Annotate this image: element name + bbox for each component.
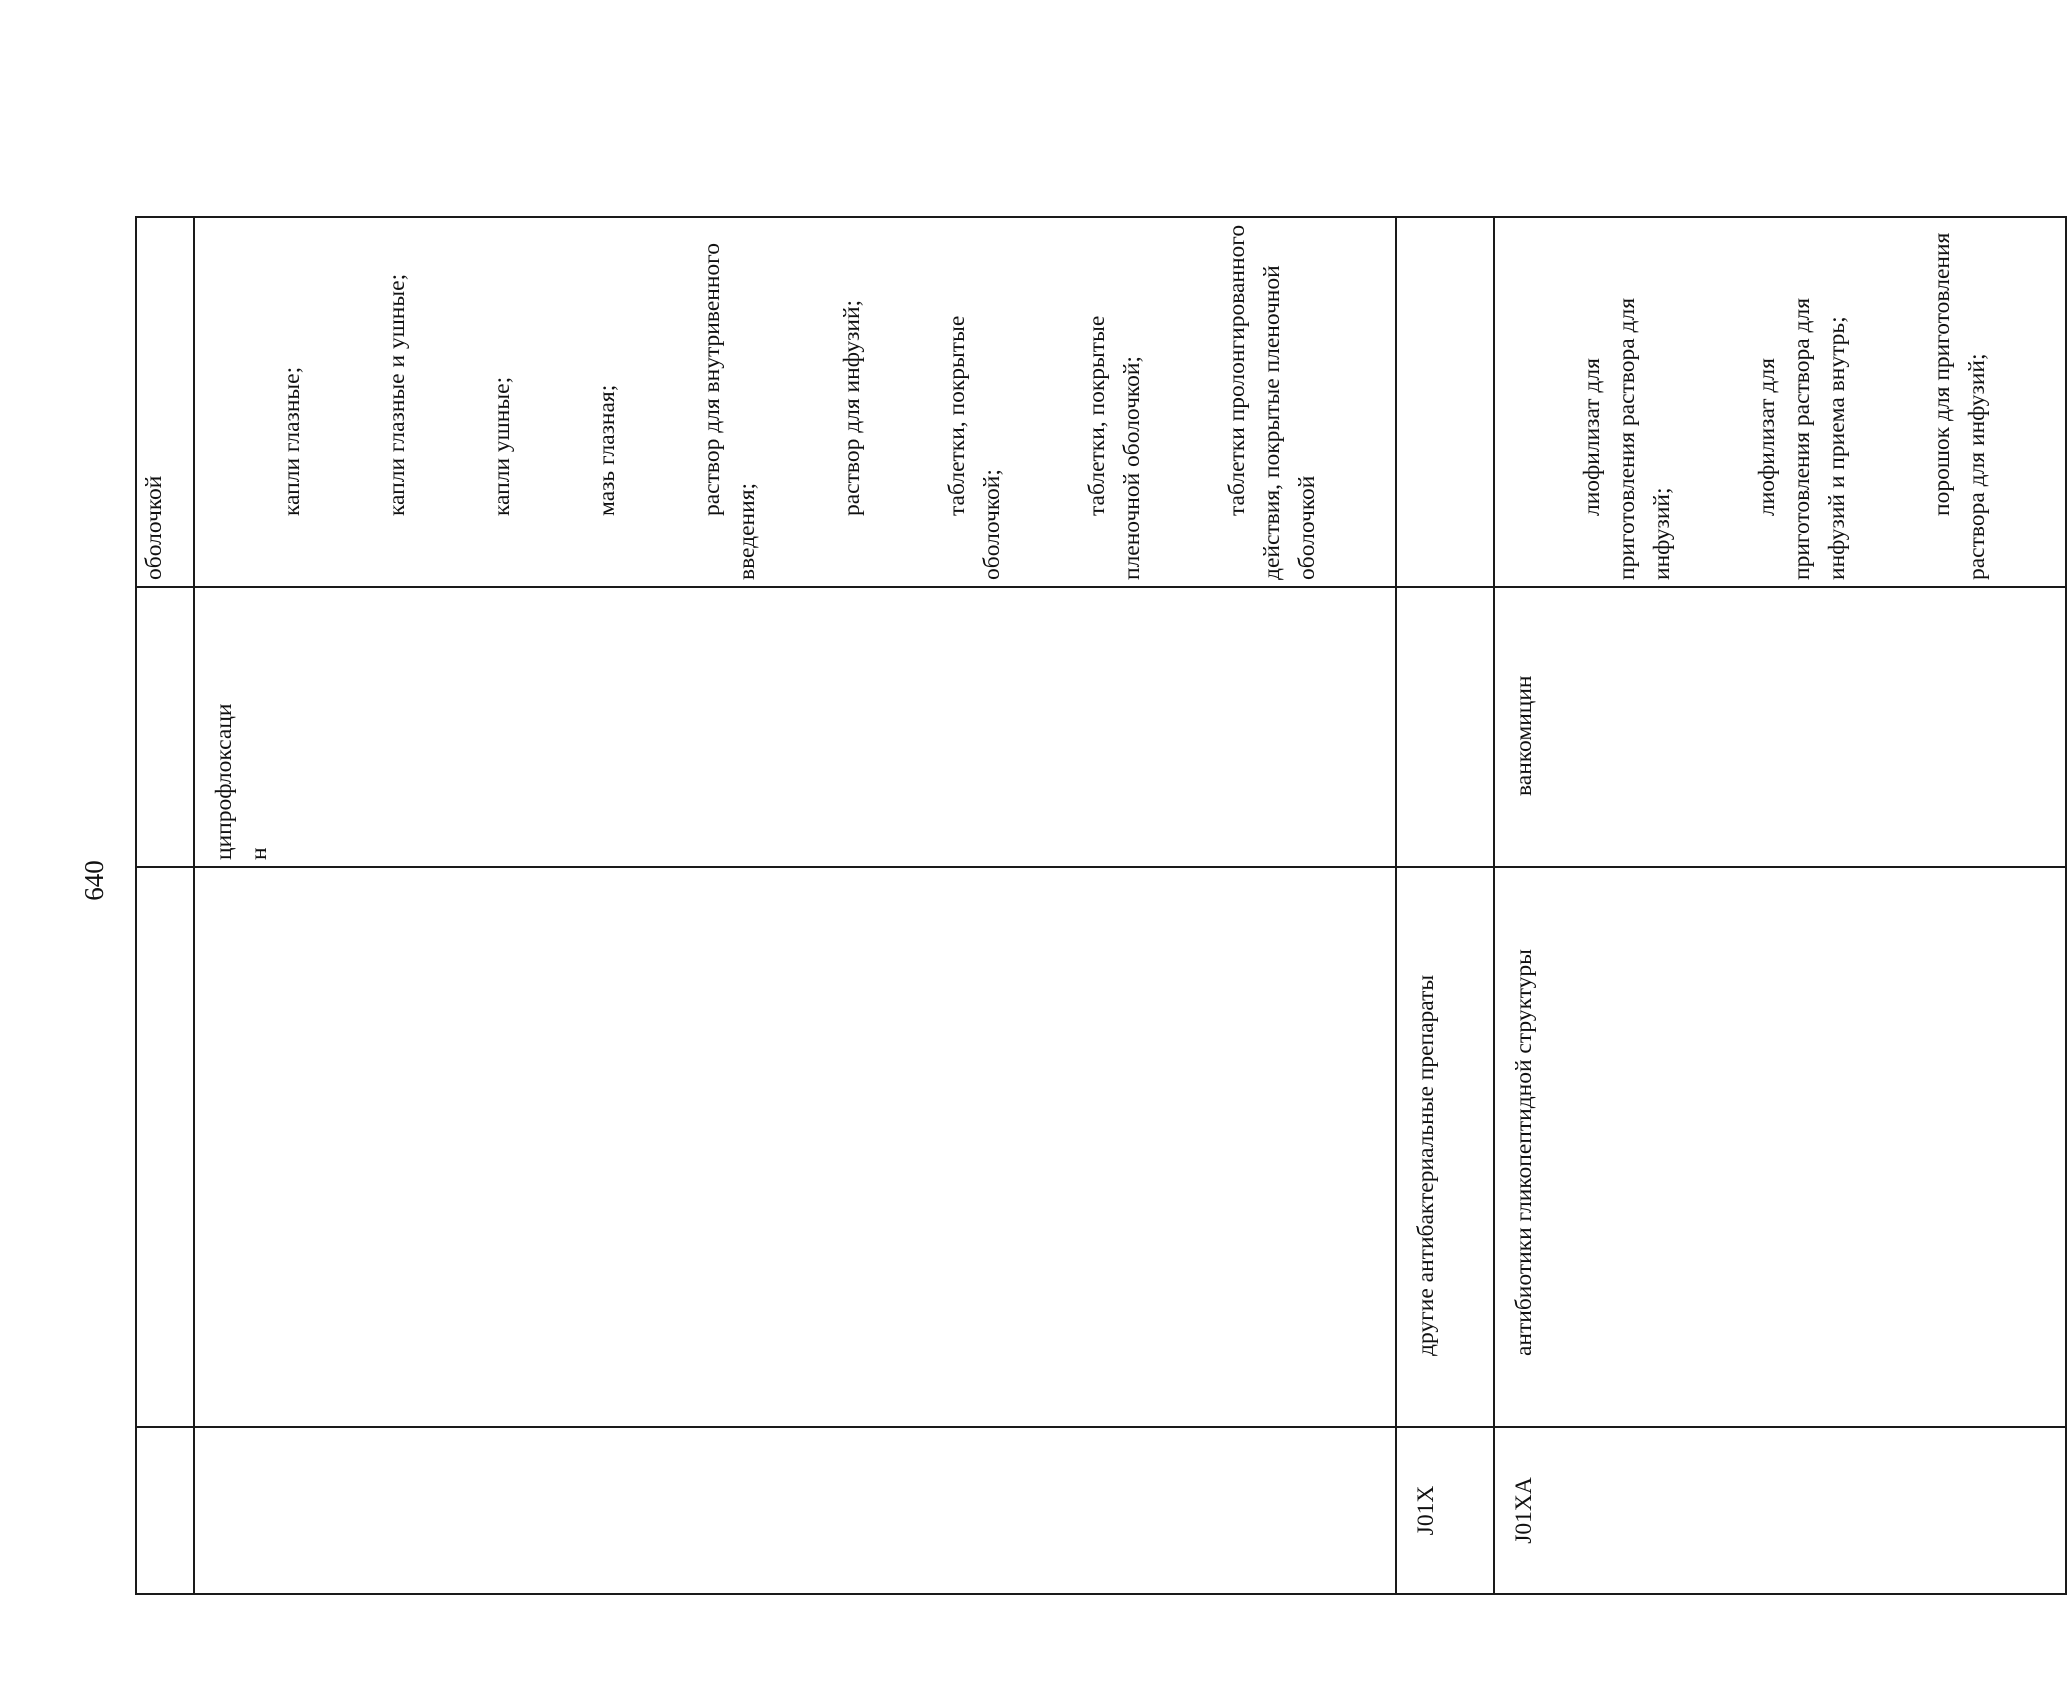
forms-cell <box>136 217 194 587</box>
group-cell <box>1396 867 1494 1427</box>
dosage-form: порошок для приготовления раствора для инфузий; <box>1929 226 1990 580</box>
dosage-form: капли ушные; <box>489 376 515 516</box>
forms-cell <box>194 217 1396 587</box>
forms-cell <box>1494 217 2066 587</box>
inn-cell <box>1494 587 2066 867</box>
group-cell <box>194 867 1396 1427</box>
dosage-form: таблетки пролонгированного действия, покрытые пленочной оболочкой <box>1224 219 1320 580</box>
inn-cell <box>136 587 194 867</box>
drug-table-container <box>135 218 1990 1595</box>
group-name: антибиотики гликопептидной структуры <box>1511 949 1537 1356</box>
group-name: другие антибактериальные препараты <box>1413 974 1439 1356</box>
group-cell <box>136 867 194 1427</box>
dosage-form: таблетки, покрытые пленочной оболочкой; <box>1084 309 1145 580</box>
drug-table <box>135 216 2067 1595</box>
group-cell <box>1494 867 2066 1427</box>
inn-name: ципрофлоксаци н <box>211 703 272 860</box>
inn-cell <box>194 587 1396 867</box>
dosage-form: капли глазные и ушные; <box>384 273 410 516</box>
atc-code-cell <box>194 1427 1396 1594</box>
atc-code: J01XA <box>1511 1477 1537 1544</box>
dosage-form: таблетки, покрытые оболочкой; <box>944 309 1005 580</box>
table-row <box>194 217 1396 1594</box>
table-row <box>1396 217 1494 1594</box>
dosage-form: лиофилизат для приготовления раствора для инфузий и приема внутрь; <box>1754 292 1850 580</box>
atc-code-cell <box>1396 1427 1494 1594</box>
page-number <box>74 860 114 900</box>
dosage-form: раствор для внутривенного введения; <box>699 237 760 580</box>
dosage-form: капли глазные; <box>279 366 305 516</box>
table-row <box>136 217 194 1594</box>
atc-code-cell <box>1494 1427 2066 1594</box>
dosage-form: лиофилизат для приготовления раствора для инфузий; <box>1579 292 1675 580</box>
forms-cell <box>1396 217 1494 587</box>
atc-code: J01X <box>1413 1485 1439 1536</box>
dosage-form: мазь глазная; <box>594 384 620 516</box>
table-row <box>1494 217 2066 1594</box>
inn-name: ванкомицин <box>1511 675 1537 796</box>
page-number-text: 640 <box>78 859 109 901</box>
dosage-form: оболочкой <box>141 475 167 580</box>
inn-cell <box>1396 587 1494 867</box>
dosage-form: раствор для инфузий; <box>839 299 865 516</box>
atc-code-cell <box>136 1427 194 1594</box>
